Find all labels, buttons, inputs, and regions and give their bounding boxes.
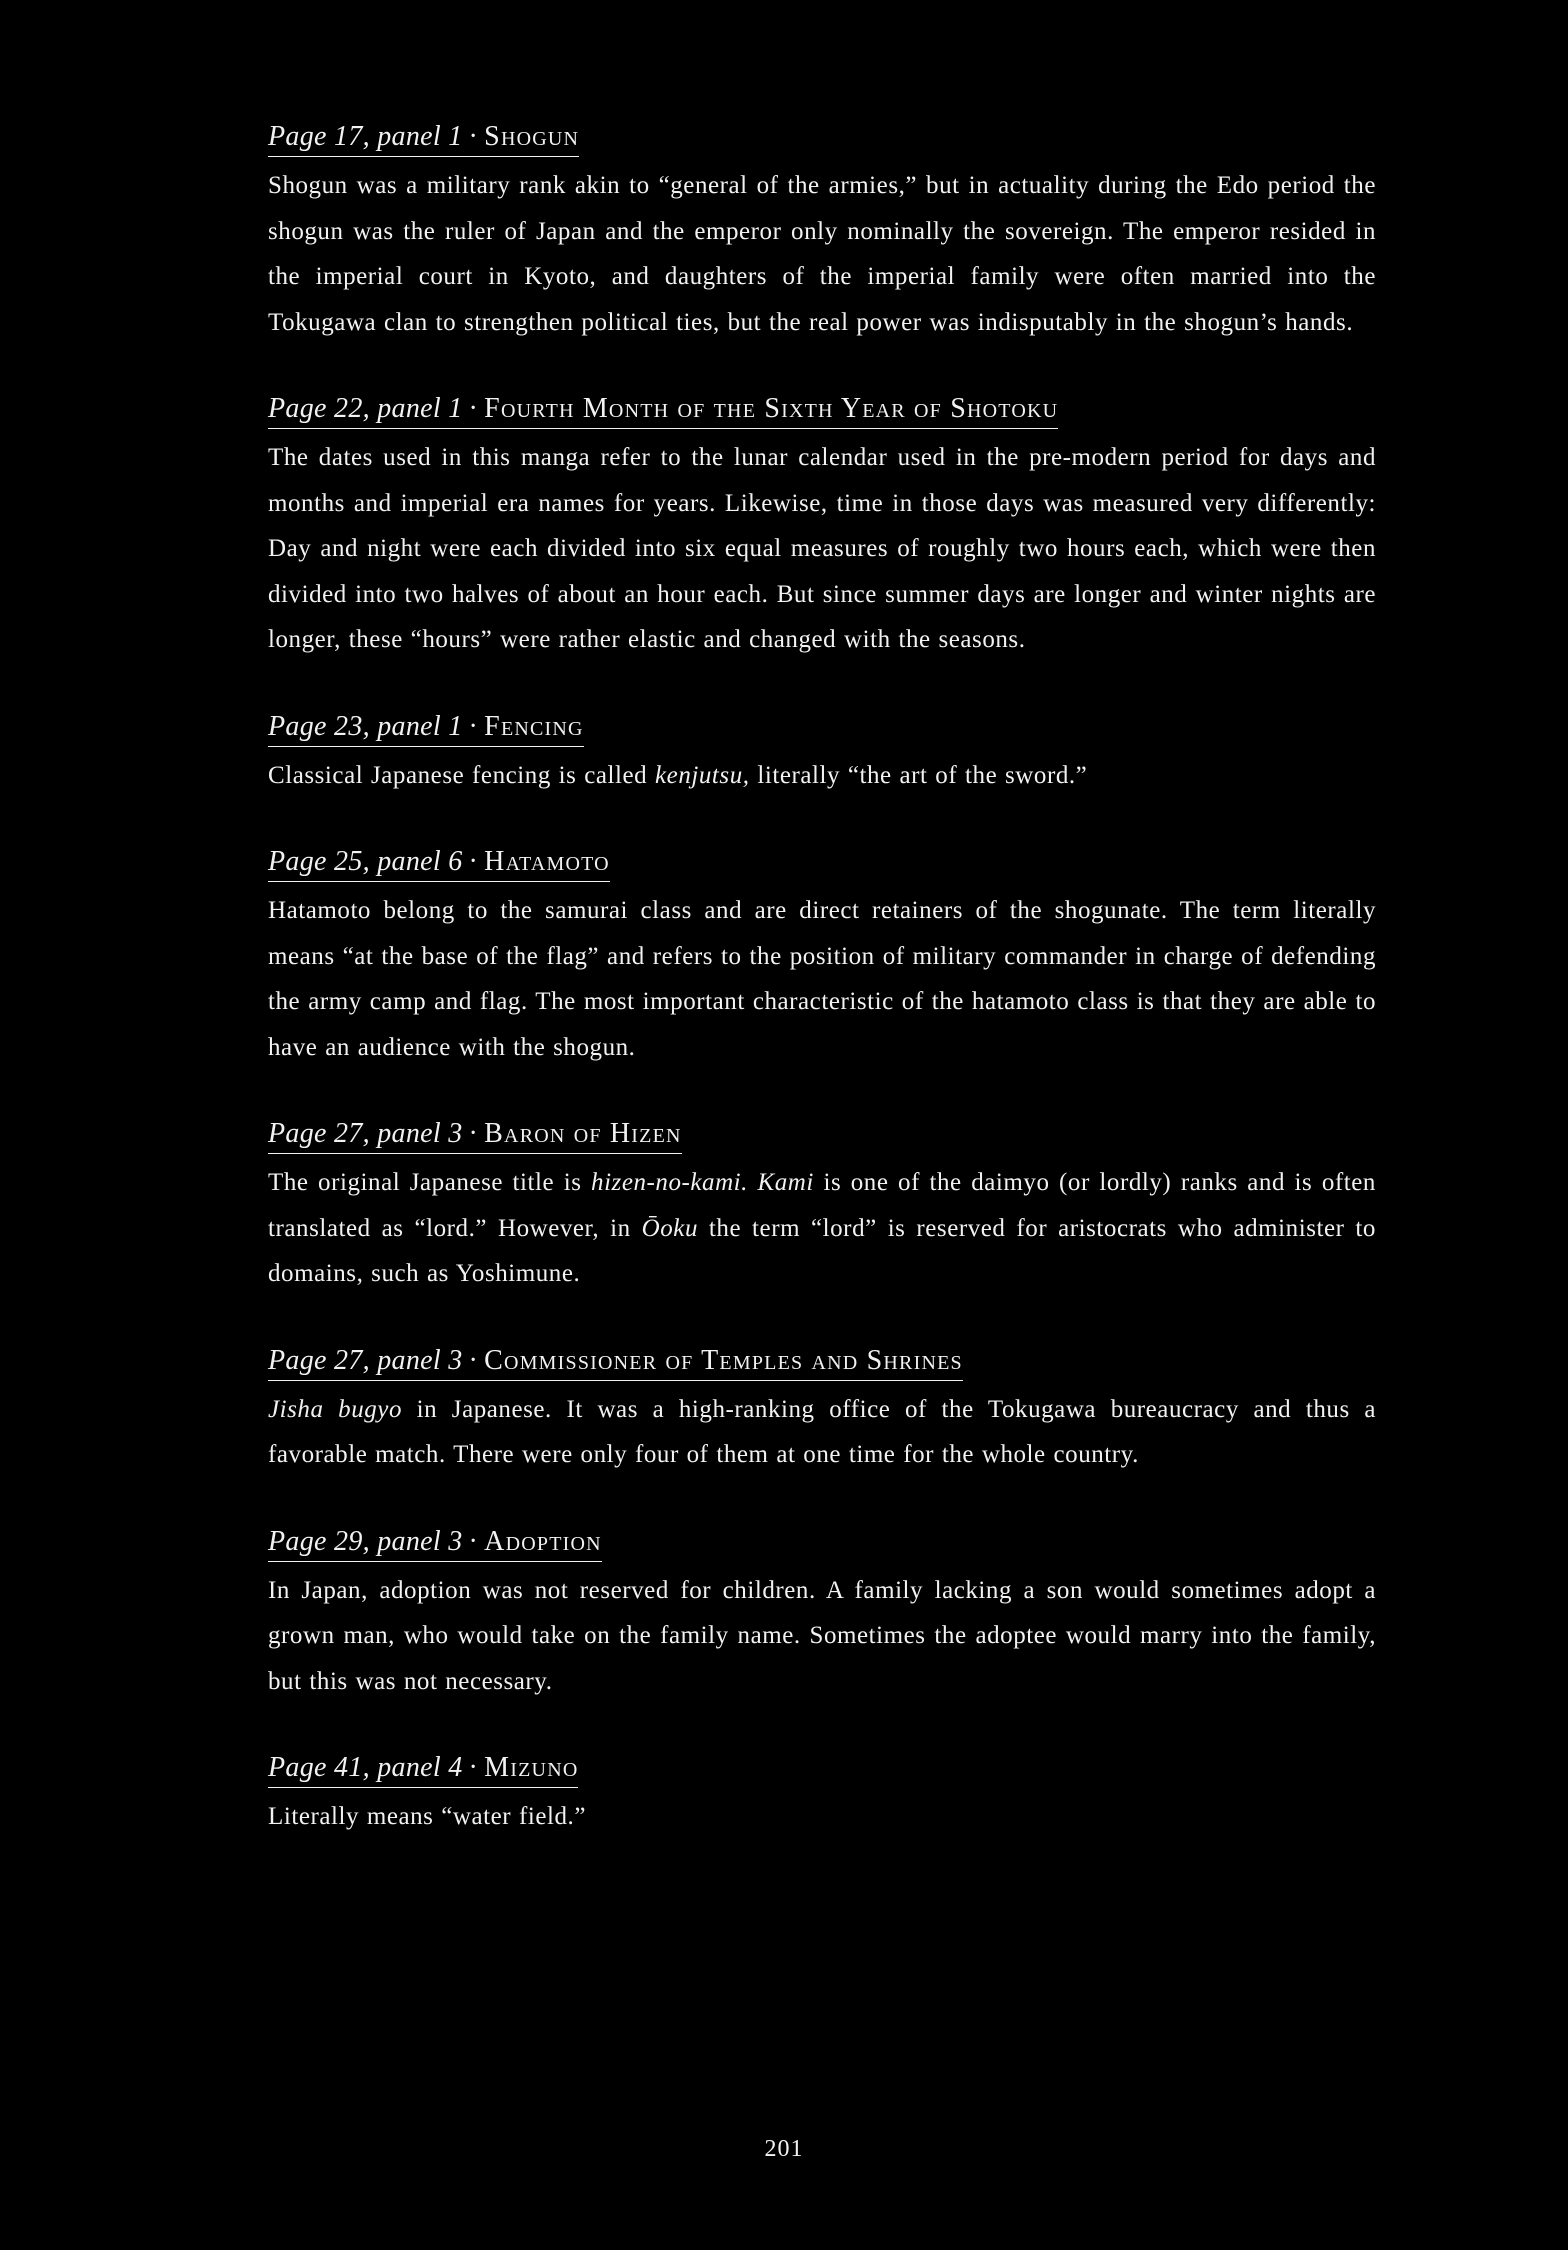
- glossary-note: [268, 392, 1376, 663]
- note-body: [268, 1160, 1376, 1297]
- note-heading: [268, 1525, 602, 1562]
- heading-separator: ·: [468, 1752, 479, 1783]
- note-page-reference: Page 23, panel 1: [268, 710, 463, 742]
- note-body: [268, 1794, 1376, 1840]
- note-page-reference: Page 27, panel 3: [268, 1118, 463, 1149]
- note-heading: [268, 1344, 963, 1381]
- body-text: Hatamoto belong to the samurai class and are direct retainers of the shogunate. The term literally means “at the base of the flag” and refers to the position of military commander in charge of defending the army camp and flag. The most important characteristic of the hatamoto class is that they are able to have an audience with the shogun.: [268, 897, 1376, 1061]
- heading-separator: ·: [468, 846, 479, 877]
- italic-term: hizen-no-kami.: [591, 1169, 748, 1196]
- italic-term: Jisha bugyo: [268, 1395, 402, 1423]
- note-heading: [268, 1117, 682, 1154]
- heading-separator: ·: [468, 1525, 479, 1557]
- glossary-note: [268, 1525, 1376, 1705]
- body-text: the term “lord” is reserved for aristocrats who administer to domains, such as Yoshimune.: [268, 1214, 1376, 1287]
- note-page-reference: Page 29, panel 3: [268, 1525, 463, 1557]
- note-page-reference: Page 27, panel 3: [268, 1344, 463, 1376]
- note-topic: Shogun: [484, 121, 580, 152]
- note-page-reference: Page 22, panel 1: [268, 393, 463, 424]
- note-body: [268, 1387, 1376, 1478]
- body-text: The dates used in this manga refer to the lunar calendar used in the pre-modern period for days and months and imperial era names for years. Likewise, time in those days was measured very differently: Day and night were each divided into six equal measures of roughly two hours each, which were then divided into two halves of about an hour each. But since summer days are longer and winter nights are longer, these “hours” were rather elastic and changed with the seasons.: [268, 444, 1376, 653]
- note-topic: Baron of Hizen: [484, 1118, 682, 1149]
- note-topic: Fencing: [484, 710, 584, 742]
- note-topic: Adoption: [484, 1525, 602, 1557]
- body-text: literally “the art of the sword.”: [749, 761, 1088, 789]
- italic-term: Ōoku: [641, 1214, 698, 1242]
- note-page-reference: Page 41, panel 4: [268, 1752, 463, 1783]
- note-heading: [268, 120, 579, 157]
- body-text: Shogun was a military rank akin to “general of the armies,” but in actuality during the Edo period the shogun was the ruler of Japan and the emperor only nominally the sovereign. The emperor resided in the imperial court in Kyoto, and daughters of the imperial family were often married into the Tokugawa clan to strengthen political ties, but the real power was indisputably in the shogun’s hands.: [268, 172, 1376, 336]
- note-body: [268, 435, 1376, 663]
- note-body: [268, 1568, 1376, 1705]
- heading-separator: ·: [468, 1344, 479, 1376]
- heading-separator: ·: [468, 710, 479, 742]
- note-body: [268, 888, 1376, 1070]
- note-topic: Fourth Month of the Sixth Year of Shotoku: [484, 393, 1059, 424]
- glossary-note: [268, 120, 1376, 345]
- note-body: [268, 163, 1376, 345]
- body-text: In Japan, adoption was not reserved for children. A family lacking a son would sometimes adopt a grown man, who would take on the family name. Sometimes the adoptee would marry into the family, but this was not necessary.: [268, 1576, 1376, 1695]
- italic-term: Kami: [757, 1169, 814, 1196]
- glossary-note: [268, 1344, 1376, 1478]
- note-topic: Mizuno: [484, 1752, 579, 1783]
- italic-term: kenjutsu,: [655, 761, 750, 789]
- glossary-note: [268, 710, 1376, 799]
- note-page-reference: Page 25, panel 6: [268, 846, 463, 877]
- glossary-note: [268, 1117, 1376, 1297]
- note-body: [268, 753, 1376, 799]
- note-heading: [268, 392, 1058, 429]
- body-text: is one of the daimyo (or lordly) ranks and is often translated as “lord.” However, in: [268, 1169, 1376, 1242]
- note-heading: [268, 845, 610, 882]
- glossary-note: [268, 1751, 1376, 1840]
- body-text: Literally means “water field.”: [268, 1803, 586, 1830]
- heading-separator: ·: [468, 1118, 479, 1149]
- body-text: in Japanese. It was a high-ranking office of the Tokugawa bureaucracy and thus a favorable match. There were only four of them at one time for the whole country.: [268, 1395, 1377, 1468]
- heading-separator: ·: [468, 393, 479, 424]
- glossary-note: [268, 845, 1376, 1070]
- note-topic: Hatamoto: [484, 846, 610, 877]
- body-text: The original Japanese title is: [268, 1169, 592, 1196]
- page-number: 201: [764, 2136, 804, 2162]
- heading-separator: ·: [468, 121, 479, 152]
- glossary-notes: [268, 120, 1376, 1887]
- note-page-reference: Page 17, panel 1: [268, 121, 463, 152]
- body-text: [748, 1169, 758, 1196]
- note-heading: [268, 1751, 578, 1788]
- body-text: Classical Japanese fencing is called: [268, 761, 656, 789]
- note-topic: Commissioner of Temples and Shrines: [484, 1344, 963, 1376]
- note-heading: [268, 710, 584, 747]
